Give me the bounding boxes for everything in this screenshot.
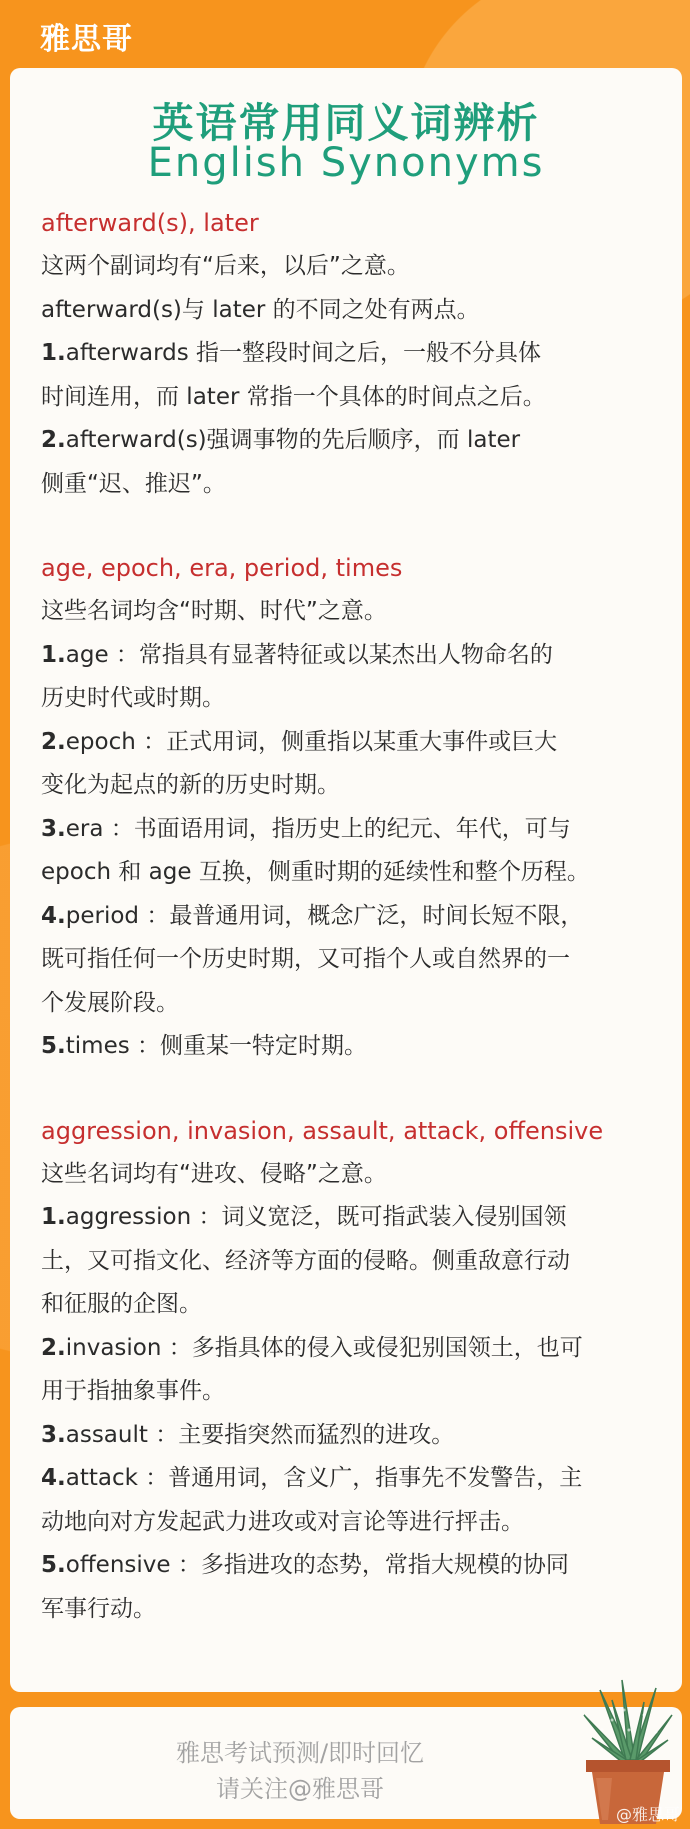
line-text: epoch 和 age 互换，侧重时期的延续性和整个历程。 (41, 859, 590, 885)
line-text: epoch ：正式用词，侧重指以某重大事件或巨大 (65, 728, 558, 755)
section-line (41, 634, 671, 678)
section-line (41, 677, 671, 721)
section-heading: afterward(s), later (41, 209, 259, 237)
section-line (41, 590, 671, 634)
line-text: 这些名词均含“时期、时代”之意。 (41, 598, 387, 624)
section-line (41, 245, 671, 289)
section-line (41, 1196, 671, 1240)
section-line (41, 463, 671, 507)
line-text: 军事行动。 (41, 1595, 156, 1622)
line-text: period ：最普通用词，概念广泛，时间长短不限， (65, 902, 584, 929)
section-line (41, 289, 671, 333)
title-chinese: 英语常用同义词辨析 (152, 99, 540, 147)
synonym-sections (41, 202, 671, 1672)
item-number: 4. (41, 902, 66, 929)
item-number: 5. (41, 1033, 66, 1059)
line-text: 用于指抽象事件。 (41, 1378, 225, 1404)
brand-name: 雅思哥 (40, 22, 133, 57)
section-line (41, 851, 671, 895)
line-text: 这些名词均有“进攻、侵略”之意。 (41, 1160, 387, 1187)
line-text: 这两个副词均有“后来，以后”之意。 (41, 253, 410, 279)
line-text: 既可指任何一个历史时期，又可指个人或自然界的一 (41, 946, 570, 972)
item-number: 1. (41, 641, 66, 668)
line-text: attack ：普通用词，含义广，指事先不发警告，主 (65, 1465, 583, 1491)
line-text: 侧重“迟、推迟”。 (41, 470, 226, 497)
item-number: 4. (41, 1465, 66, 1491)
item-number: 2. (41, 427, 66, 453)
section-line (41, 419, 671, 463)
line-text: 动地向对方发起武力进攻或对言论等进行抨击。 (41, 1508, 524, 1535)
line-text: 土，又可指文化、经济等方面的侵略。侧重敌意行动 (41, 1247, 570, 1274)
section-line (41, 1370, 671, 1414)
section-line (41, 721, 671, 765)
line-text: 变化为起点的新的历史时期。 (41, 772, 340, 798)
section-line (41, 1414, 671, 1458)
line-text: aggression ：词义宽泛，既可指武装入侵别国领 (65, 1204, 567, 1230)
synonym-section (41, 547, 671, 1069)
item-number: 1. (41, 340, 66, 366)
synonym-section (41, 1110, 671, 1632)
item-number: 2. (41, 728, 66, 755)
section-line (41, 1240, 671, 1284)
section-line (41, 1025, 671, 1069)
line-text: age ：常指具有显著特征或以某杰出人物命名的 (65, 641, 553, 668)
section-line (41, 1544, 671, 1588)
title-english: English Synonyms (147, 140, 545, 186)
line-text: 历史时代或时期。 (41, 685, 225, 711)
section-line (41, 1457, 671, 1501)
section-line (41, 895, 671, 939)
line-text: 个发展阶段。 (41, 989, 179, 1016)
line-text: era ：书面语用词，指历史上的纪元、年代，可与 (65, 815, 571, 842)
footer-line-2: 请关注@雅思哥 (216, 1775, 384, 1803)
section-line (41, 1501, 671, 1545)
line-text: afterwards 指一整段时间之后，一般不分具体 (65, 340, 542, 366)
section-line (41, 1327, 671, 1371)
item-number: 3. (41, 1421, 66, 1448)
line-text: afterward(s)强调事物的先后顺序，而 later (65, 427, 521, 453)
section-line (41, 938, 671, 982)
section-line (41, 1153, 671, 1197)
section-line (41, 808, 671, 852)
section-line (41, 982, 671, 1026)
item-number: 5. (41, 1552, 66, 1578)
line-text: afterward(s)与 later 的不同之处有两点。 (41, 296, 480, 323)
footer-line-1: 雅思考试预测/即时回忆 (175, 1739, 425, 1767)
synonym-section (41, 202, 671, 506)
weibo-watermark: @雅思哥 (615, 1805, 680, 1824)
section-line (41, 1283, 671, 1327)
line-text: 和征服的企图。 (41, 1291, 202, 1317)
section-heading: aggression, invasion, assault, attack, offensive (41, 1116, 604, 1145)
item-number: 3. (41, 815, 66, 842)
line-text: invasion ：多指具体的侵入或侵犯别国领土，也可 (65, 1334, 583, 1361)
item-number: 2. (41, 1334, 66, 1361)
line-text: offensive ：多指进攻的态势，常指大规模的协同 (65, 1552, 569, 1578)
item-number: 1. (41, 1204, 66, 1230)
section-line (41, 332, 671, 376)
line-text: 时间连用，而 later 常指一个具体的时间点之后。 (41, 383, 546, 410)
line-text: times ：侧重某一特定时期。 (65, 1033, 368, 1059)
section-line (41, 376, 671, 420)
line-text: assault ：主要指突然而猛烈的进攻。 (65, 1421, 455, 1448)
section-line (41, 764, 671, 808)
content-card (10, 68, 682, 1692)
section-line (41, 1588, 671, 1632)
section-heading: age, epoch, era, period, times (41, 554, 403, 582)
